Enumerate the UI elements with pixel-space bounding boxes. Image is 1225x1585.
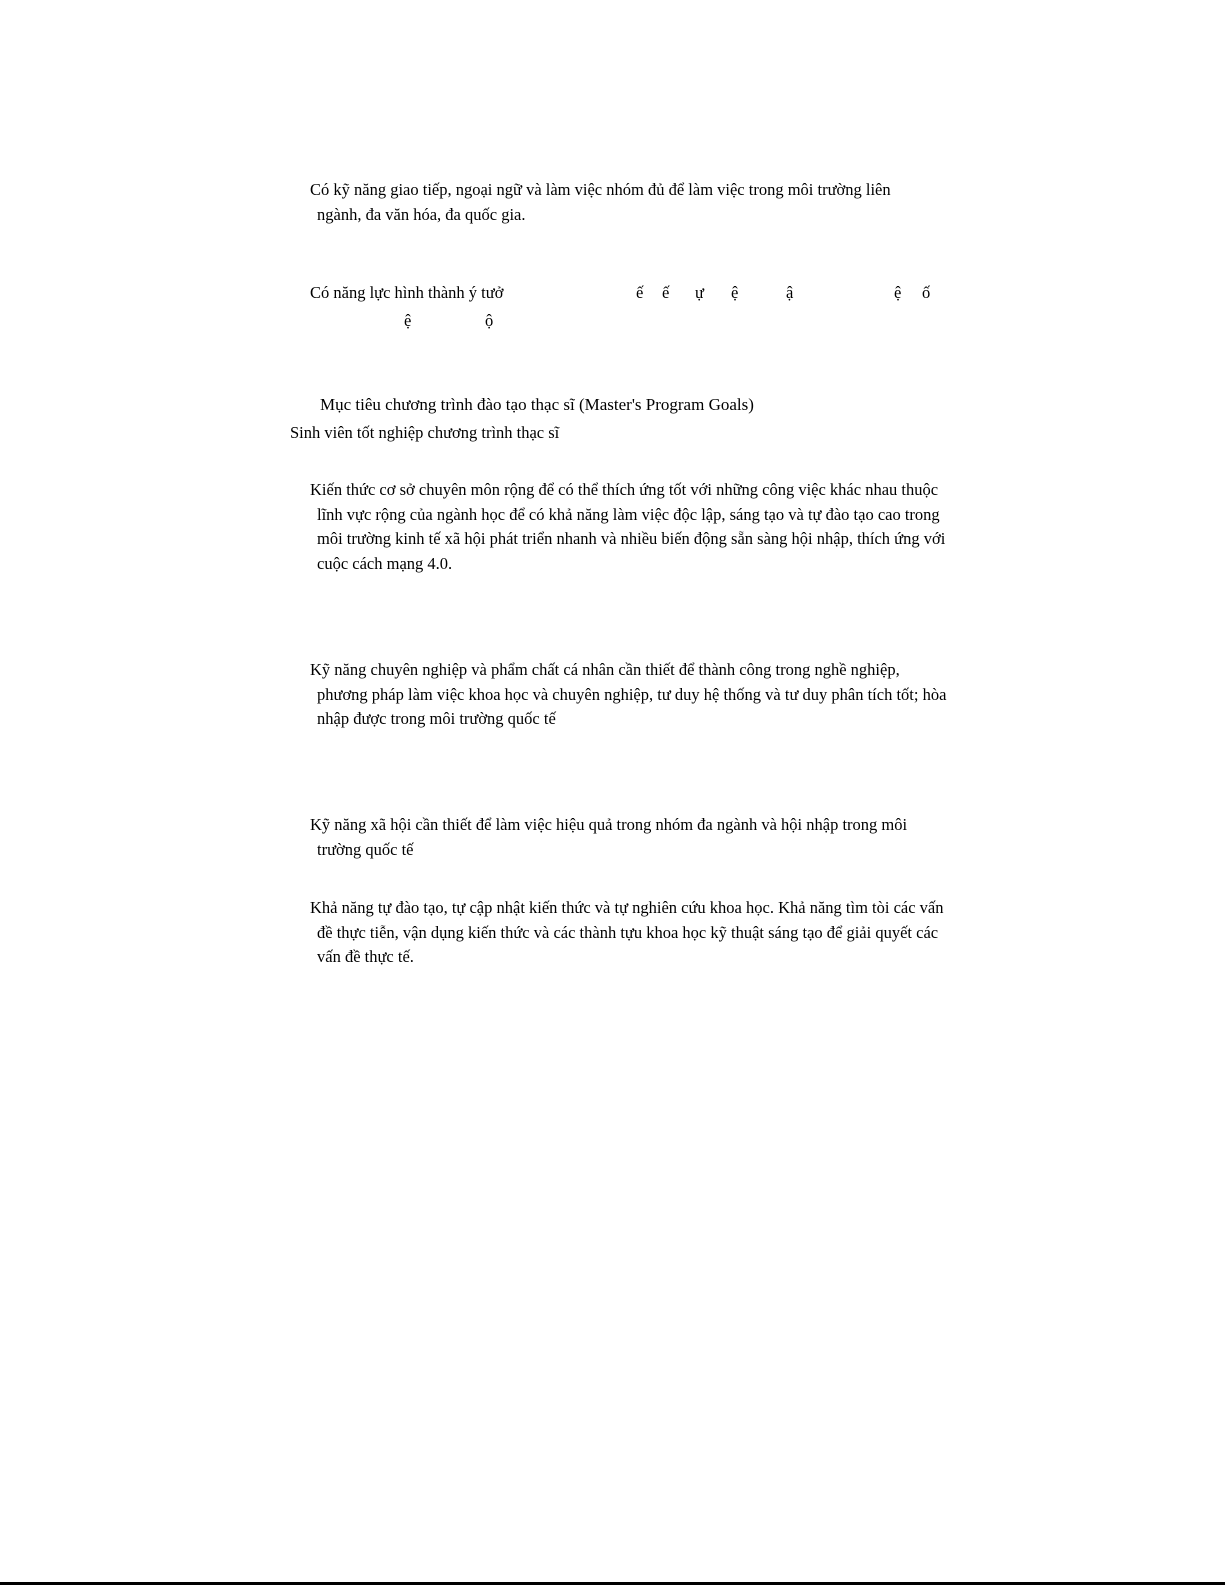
diacritic-fragment: ự	[695, 283, 704, 302]
paragraph-line: Có năng lực hình thành ý tưở	[310, 283, 504, 302]
paragraph-line: phương pháp làm việc khoa học và chuyên nghiệp, tư duy hệ thống và tư duy phân tích tốt; hòa	[317, 684, 947, 704]
paragraph-line: vấn đề thực tế.	[317, 947, 414, 966]
paragraph-line: Khả năng tự đào tạo, tự cập nhật kiến thức và tự nghiên cứu khoa học. Khả năng tìm tòi các vấn	[310, 898, 944, 917]
paragraph-line: môi trường kinh tế xã hội phát triển nhanh và nhiều biến động sẵn sàng hội nhập, thích ứng với	[317, 529, 946, 548]
section-heading-masters-goals: Mục tiêu chương trình đào tạo thạc sĩ (Master's Program Goals)	[320, 395, 754, 414]
paragraph-line: cuộc cách mạng 4.0.	[317, 553, 453, 573]
diacritic-fragment: ậ	[786, 283, 794, 302]
paragraph-line: lĩnh vực rộng của ngành học để có khả năng làm việc độc lập, sáng tạo và tự đào tạo cao trong	[317, 504, 940, 524]
diacritic-fragment: ệ	[894, 283, 902, 302]
section-intro: Sinh viên tốt nghiệp chương trình thạc sĩ	[290, 423, 560, 442]
diacritic-fragment: ế	[662, 283, 670, 302]
paragraph-line: Kỹ năng xã hội cần thiết để làm việc hiệu quả trong nhóm đa ngành và hội nhập trong môi	[310, 815, 908, 834]
paragraph-line: đề thực tiễn, vận dụng kiến thức và các thành tựu khoa học kỹ thuật sáng tạo để giải quyết các	[317, 922, 939, 942]
paragraph-line: Có kỹ năng giao tiếp, ngoại ngữ và làm việc nhóm đủ để làm việc trong môi trường liên	[310, 180, 891, 199]
diacritic-fragment: ệ	[404, 311, 412, 330]
competency-communication	[310, 178, 891, 227]
paragraph-line: ngành, đa văn hóa, đa quốc gia.	[317, 204, 526, 224]
diacritic-fragment: ộ	[485, 311, 494, 330]
paragraph-line: trường quốc tế	[317, 839, 414, 859]
paragraph-line: Kỹ năng chuyên nghiệp và phẩm chất cá nhân cần thiết để thành công trong nghề nghiệp,	[310, 660, 900, 679]
paragraph-line: Kiến thức cơ sở chuyên môn rộng để có thể thích ứng tốt với những công việc khác nhau thuộc	[310, 480, 939, 499]
diacritic-fragment: ế	[636, 283, 644, 302]
diacritic-fragment: ố	[922, 283, 931, 302]
goal-self-learning	[310, 896, 944, 970]
goal-social-skills	[310, 813, 907, 862]
goal-knowledge	[310, 478, 945, 576]
paragraph-line: nhập được trong môi trường quốc tế	[317, 709, 556, 728]
goal-professional-skills	[310, 658, 946, 732]
diacritic-fragment: ệ	[731, 283, 739, 302]
